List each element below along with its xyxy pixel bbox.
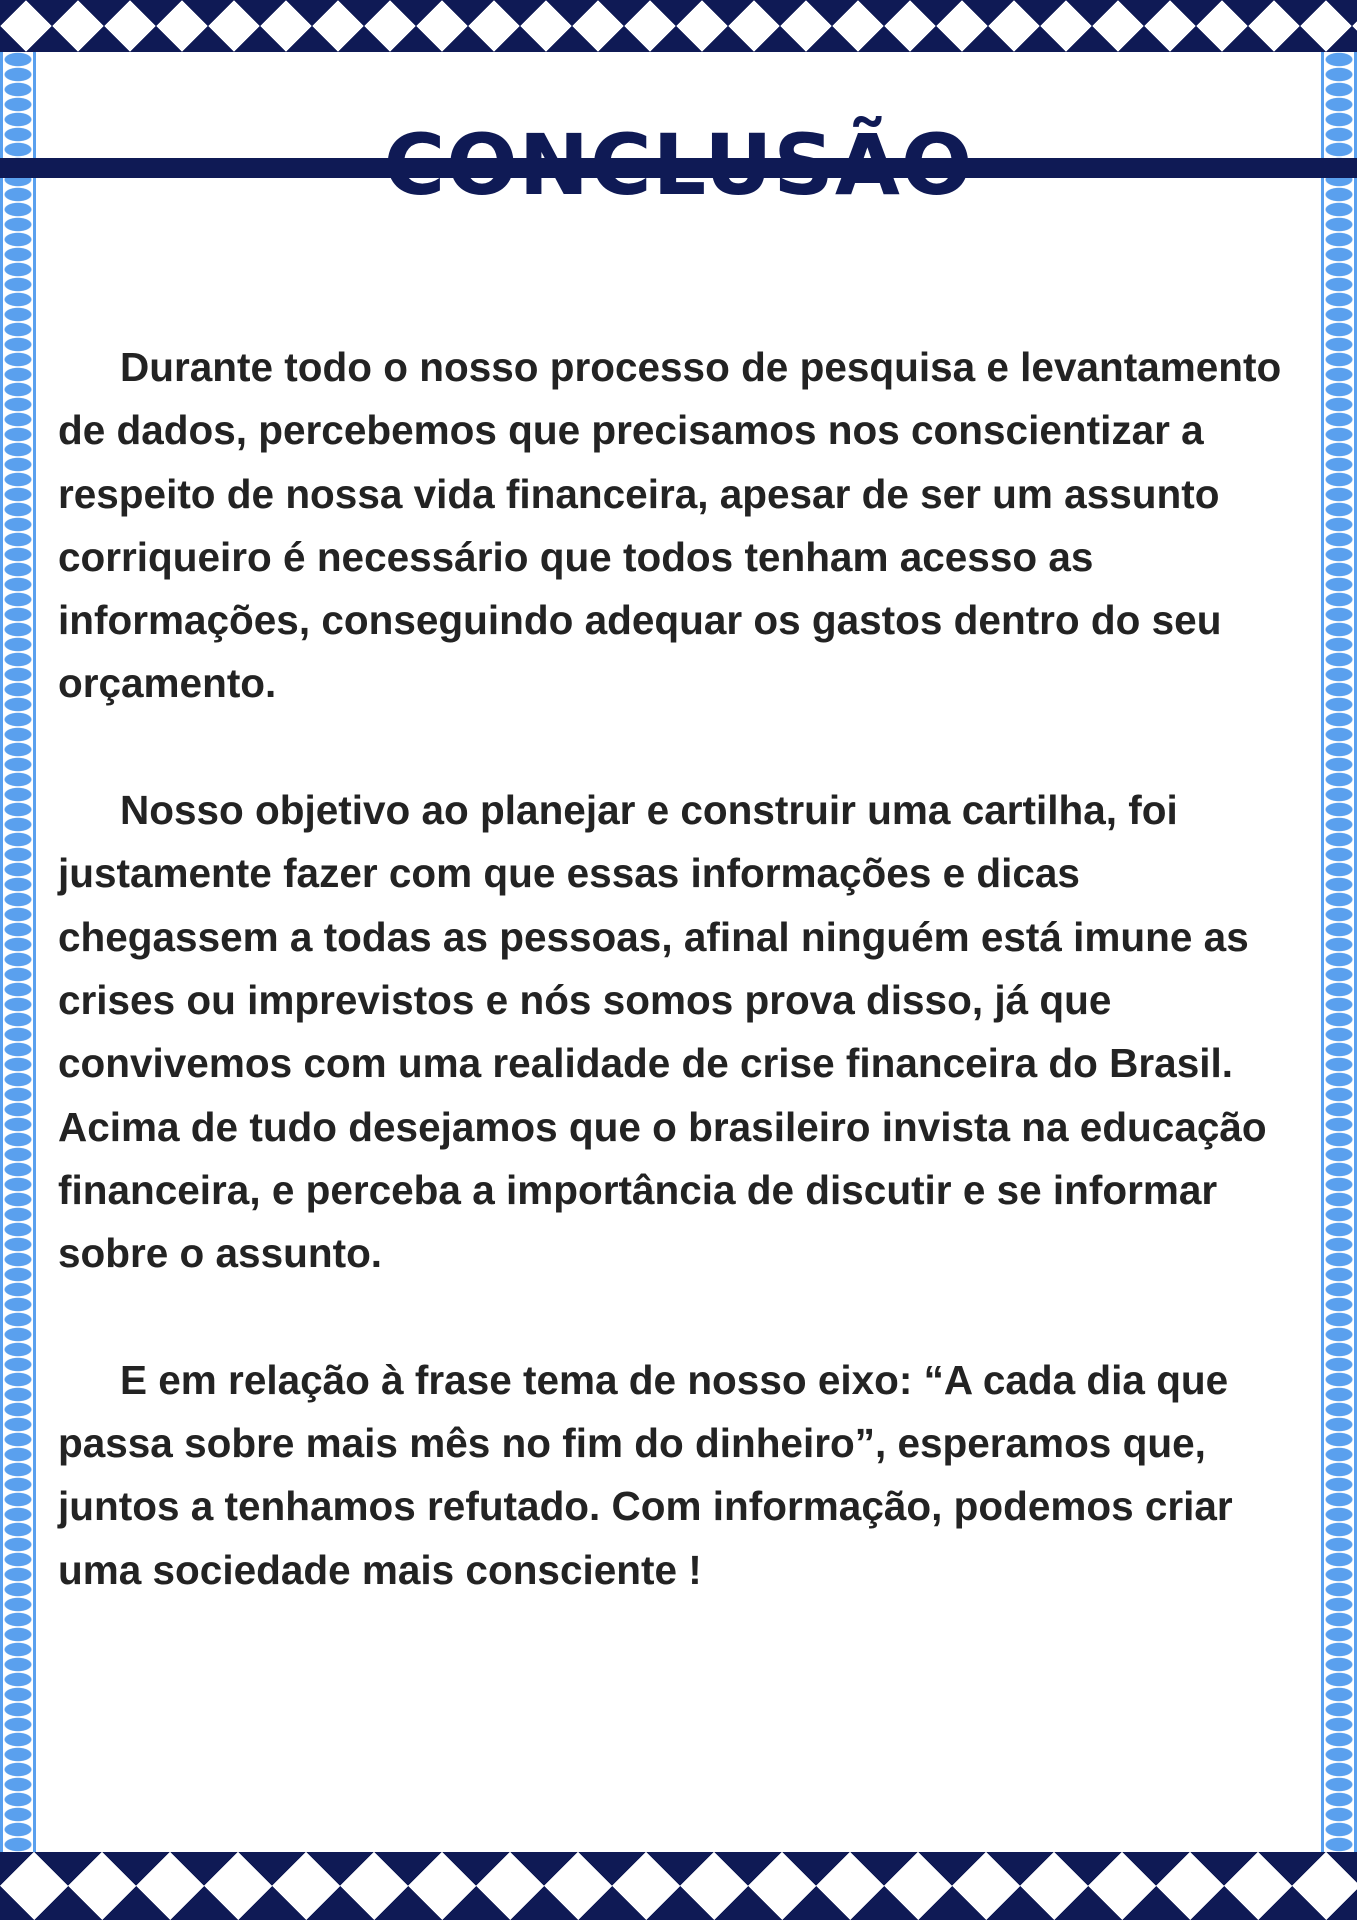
conclusion-body [58, 336, 1308, 1665]
title-underline-rule [0, 158, 1357, 178]
paragraph-3: E em relação à frase tema de nosso eixo: “A cada dia que passa sobre mais mês no fim do dinheiro”, esperamos que, juntos a tenhamos refutado. Com informação, podemos criar uma sociedade mais consciente ! [58, 1356, 1233, 1593]
right-decorative-border [1321, 52, 1357, 1852]
paragraph-1: Durante todo o nosso processo de pesquisa e levantamento de dados, percebemos que precisamos nos conscientizar a respeito de nossa vida financeira, apesar de ser um assunto corriqueiro é necessário que todos tenham acesso as informações, conseguindo adequar os gastos dentro do seu orçamento. [58, 344, 1282, 707]
top-decorative-border [0, 0, 1357, 52]
left-decorative-border [0, 52, 36, 1852]
bottom-decorative-border [0, 1852, 1357, 1920]
paragraph-2: Nosso objetivo ao planejar e construir uma cartilha, foi justamente fazer com que essas informações e dicas chegassem a todas as pessoas, afinal ninguém está imune as crises ou imprevistos e nós somos prova disso, já que convivemos com uma realidade de crise financeira do Brasil. Acima de tudo desejamos que o brasileiro invista na educação financeira, e perceba a importância de discutir e se informar sobre o assunto. [58, 787, 1267, 1277]
